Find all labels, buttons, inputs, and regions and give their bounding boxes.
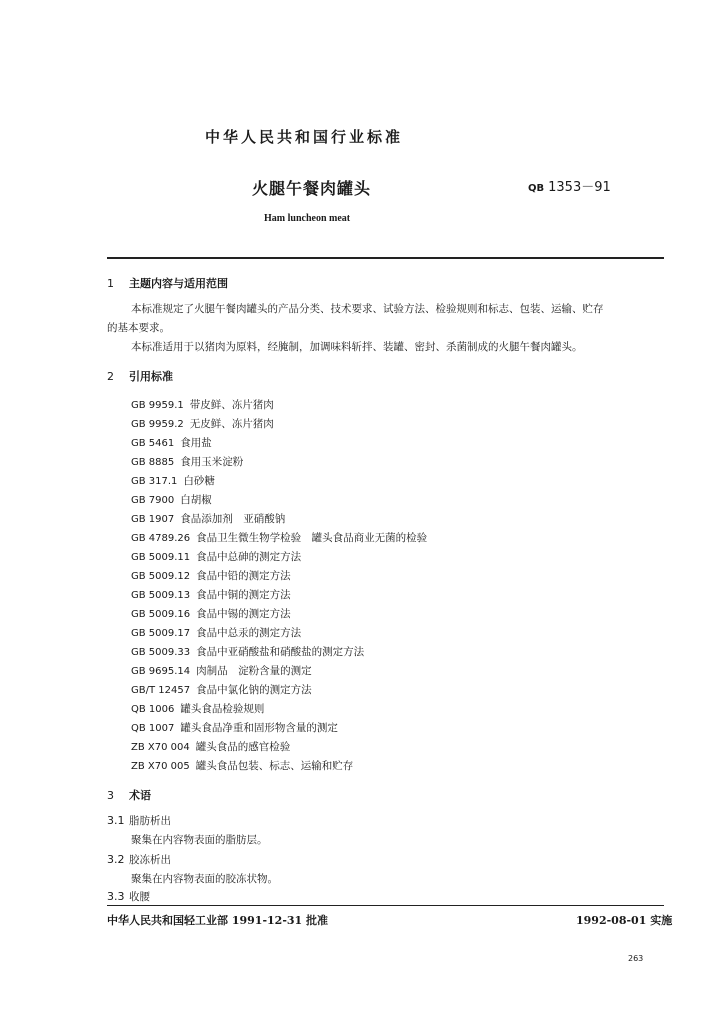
term-definition: 聚集在内容物表面的脂肪层。 — [131, 834, 268, 846]
reference-item — [131, 682, 312, 697]
section-2-number: 2 — [107, 370, 114, 383]
reference-name: 食品中亚硝酸盐和硝酸盐的测定方法 — [196, 646, 365, 658]
document-title: 火腿午餐肉罐头 — [252, 179, 372, 198]
reference-item — [131, 397, 274, 412]
reference-name: 罐头食品净重和固形物含量的测定 — [180, 722, 338, 734]
section-1-paragraph-2: 本标准适用于以猪肉为原料，经腌制，加调味料斩拌、装罐、密封、杀菌制成的火腿午餐肉罐头。 — [131, 341, 583, 353]
reference-code: QB 1007 — [131, 723, 175, 734]
section-1-paragraph-1-line-1: 本标准规定了火腿午餐肉罐头的产品分类、技术要求、试验方法、检验规则和标志、包装、运输、贮存 — [131, 303, 604, 315]
section-3-title: 术语 — [129, 789, 151, 802]
term-name: 收腰 — [129, 891, 150, 903]
reference-code: GB 5009.13 — [131, 590, 191, 601]
reference-name: 白胡椒 — [180, 494, 212, 506]
term-name: 胶冻析出 — [129, 854, 171, 866]
section-1-title: 主题内容与适用范围 — [129, 277, 228, 290]
standard-prefix: QB — [528, 183, 545, 194]
reference-code: GB/T 12457 — [131, 685, 191, 696]
reference-name: 食品中铅的测定方法 — [196, 570, 291, 582]
term-name: 脂肪析出 — [129, 815, 171, 827]
term-definition: 聚集在内容物表面的胶冻状物。 — [131, 873, 278, 885]
reference-item — [131, 739, 290, 754]
reference-code: GB 5009.11 — [131, 552, 191, 563]
reference-item — [131, 435, 212, 450]
section-3-number: 3 — [107, 789, 114, 802]
term-number: 3.1 — [107, 814, 125, 827]
reference-item — [131, 454, 243, 469]
reference-code: GB 9695.14 — [131, 666, 191, 677]
reference-code: GB 5009.33 — [131, 647, 191, 658]
page-number: 263 — [628, 954, 644, 963]
reference-name: 罐头食品检验规则 — [180, 703, 265, 715]
section-1-paragraph-1-line-2: 的基本要求。 — [107, 322, 170, 334]
term-heading — [107, 889, 150, 904]
reference-item — [131, 644, 364, 659]
reference-name: 食品添加剂 亚硝酸钠 — [180, 513, 286, 525]
reference-name: 食品卫生微生物学检验 罐头食品商业无菌的检验 — [196, 532, 428, 544]
reference-name: 食品中氯化钠的测定方法 — [196, 684, 312, 696]
top-divider — [107, 257, 664, 259]
reference-code: QB 1006 — [131, 704, 175, 715]
reference-code: GB 317.1 — [131, 476, 178, 487]
standard-category-title: 中华人民共和国行业标准 — [205, 128, 404, 146]
reference-code: GB 5009.16 — [131, 609, 191, 620]
term-heading — [107, 852, 171, 867]
reference-name: 罐头食品的感官检验 — [195, 741, 291, 753]
section-1-number: 1 — [107, 277, 114, 290]
reference-code: ZB X70 004 — [131, 742, 190, 753]
standard-number: 1353－91 — [548, 180, 611, 195]
reference-item — [131, 568, 291, 583]
approval-line: 中华人民共和国轻工业部 1991-12-31 批准 — [107, 914, 329, 927]
reference-name: 罐头食品包装、标志、运输和贮存 — [195, 760, 354, 772]
section-1-heading — [107, 275, 228, 291]
reference-code: GB 5461 — [131, 438, 175, 449]
reference-item — [131, 530, 427, 545]
reference-item — [131, 701, 264, 716]
reference-code: GB 8885 — [131, 457, 175, 468]
reference-item — [131, 663, 312, 678]
section-2-title: 引用标准 — [129, 370, 173, 383]
reference-item — [131, 416, 274, 431]
reference-name: 白砂糖 — [183, 475, 215, 487]
reference-name: 带皮鲜、冻片猪肉 — [189, 399, 274, 411]
reference-item — [131, 758, 353, 773]
reference-item — [131, 549, 301, 564]
reference-name: 食用玉米淀粉 — [180, 456, 244, 468]
reference-code: GB 1907 — [131, 514, 175, 525]
reference-name: 食品中锡的测定方法 — [196, 608, 291, 620]
reference-name: 食用盐 — [180, 437, 212, 449]
reference-name: 食品中总砷的测定方法 — [196, 551, 302, 563]
reference-item — [131, 511, 285, 526]
reference-item — [131, 606, 291, 621]
reference-item — [131, 492, 212, 507]
reference-item — [131, 587, 291, 602]
reference-name: 肉制品 淀粉含量的测定 — [196, 665, 312, 677]
bottom-divider — [107, 905, 664, 906]
section-3-heading — [107, 787, 151, 803]
standard-code — [528, 176, 611, 195]
reference-code: GB 9959.1 — [131, 400, 184, 411]
reference-code: GB 5009.12 — [131, 571, 191, 582]
reference-name: 食品中铜的测定方法 — [196, 589, 291, 601]
reference-item — [131, 473, 215, 488]
reference-code: GB 5009.17 — [131, 628, 191, 639]
reference-code: GB 9959.2 — [131, 419, 184, 430]
term-heading — [107, 813, 171, 828]
reference-item — [131, 625, 301, 640]
implementation-date: 1992-08-01 实施 — [576, 914, 673, 927]
reference-name: 食品中总汞的测定方法 — [196, 627, 302, 639]
reference-item — [131, 720, 338, 735]
reference-code: ZB X70 005 — [131, 761, 190, 772]
term-number: 3.3 — [107, 890, 125, 903]
reference-code: GB 7900 — [131, 495, 175, 506]
english-title: Ham luncheon meat — [264, 213, 351, 224]
reference-code: GB 4789.26 — [131, 533, 191, 544]
term-number: 3.2 — [107, 853, 125, 866]
reference-name: 无皮鲜、冻片猪肉 — [189, 418, 274, 430]
section-2-heading — [107, 368, 173, 384]
